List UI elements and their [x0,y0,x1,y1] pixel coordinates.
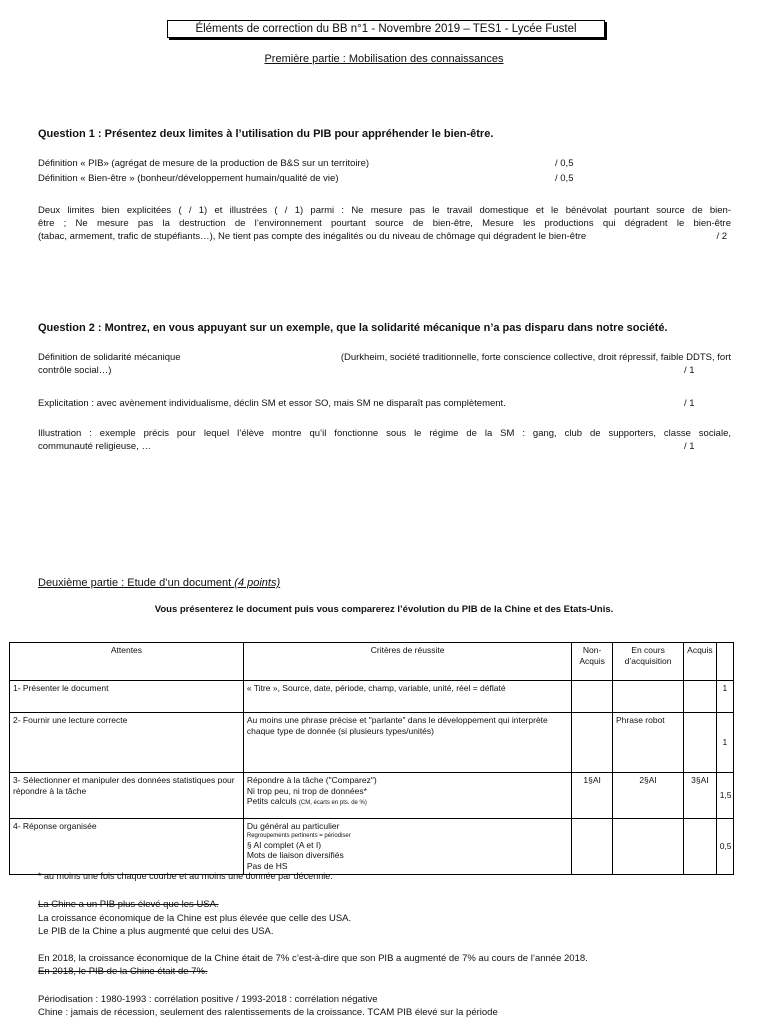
row4-non-acquis [572,819,613,875]
part1-title: Première partie : Mobilisation des connaissances [264,53,504,65]
q2-illus-line2: communauté religieuse, … [38,441,151,453]
row2-critere: Au moins une phrase précise et "parlante" dans le développement qui interprète chaque type de donnée (si plusieurs types/unités) [243,713,571,773]
q1-limits-score: / 2 [716,231,727,243]
part2-title [38,577,280,589]
row1-non-acquis [572,681,613,713]
row4-critere-5: Pas de HS [246,860,288,871]
row4-critere-3: § AI complet (A et I) [246,839,322,850]
row3-critere-3-small: (CM, écarts en pts. de %) [298,800,367,806]
q2-explicitation-score: / 1 [684,398,695,409]
header-attentes: Attentes [10,643,244,681]
q1-limits-line2: être ; Ne mesure pas la destruction de l’environnement pourtant source de bien-être, Mesure les productions qui dégradent le bien-être [38,218,731,230]
row3-critere [243,773,571,819]
table-row [10,681,734,713]
row2-acquis [684,713,717,773]
q1-def1-score: / 0,5 [555,158,574,169]
row1-critere: « Titre », Source, date, période, champ, variable, unité, réel = déflaté [243,681,571,713]
q2-def-line2: contrôle social…) [38,365,112,377]
question-1-label: Question 1 : [38,128,102,140]
example-sentences [38,898,351,939]
question-2-text: Montrez, en vous appuyant sur un exemple, que la solidarité mécanique n’a pas disparu dans notre société. [104,322,668,334]
row3-critere-2: Ni trop peu, ni trop de données* [246,785,367,796]
row4-en-cours [612,819,683,875]
q2-illustration [38,427,731,453]
row4-critere [243,819,571,875]
example-correct-3: En 2018, la croissance économique de la Chine était de 7% c’est-à-dire que son PIB a augmenté de 7% au cours de l’année 2018. [38,953,588,964]
q1-limits-line3: (tabac, armement, trafic de stupéfiants…), Ne tient pas compte des inégalités ou du niveau de chômage qui dégradent le bien-être [38,231,587,243]
table-row [10,773,734,819]
example-wrong-1: La Chine a un PIB plus élevé que les USA. [38,899,219,910]
header-points [716,643,733,681]
q1-def2-score: / 0,5 [555,173,574,184]
q1-limits-line3-wrap [38,230,731,243]
question-1-text: Présentez deux limites à l’utilisation du PIB pour appréhender le bien-être. [104,128,494,140]
row2-en-cours: Phrase robot [612,713,683,773]
row4-critere-4: Mots de liaison diversifiés [246,850,344,860]
header-acquis: Acquis [684,643,717,681]
q1-limits-line1: Deux limites bien explicitées ( / 1) et illustrées ( / 1) parmi : Ne mesure pas le travail domestique et le bénévolat pourtant source de bien- [38,205,731,216]
row1-acquis [684,681,717,713]
q2-def-line1 [38,351,731,364]
q2-illus-score: / 1 [684,441,695,453]
header-title: Éléments de correction du BB n°1 - Novembre 2019 – TES1 - Lycée Fustel [195,23,577,35]
row1-en-cours [612,681,683,713]
row2-non-acquis [572,713,613,773]
row3-en-cours: 2§AI [612,773,683,819]
row3-critere-3-main: Petits calculs [246,796,297,806]
question-1-heading [38,128,493,140]
row2-attente: 2- Fournir une lecture correcte [10,713,244,773]
row4-critere-2: Regroupements pertinents = périodiser [246,832,351,839]
example-2018 [38,952,588,978]
grid-header-row [10,643,734,681]
question-2-heading [38,322,668,334]
question-2-label: Question 2 : [38,322,102,334]
q2-def-score: / 1 [684,365,695,377]
row4-critere-1: Du général au particulier [246,821,340,831]
q2-definition [38,351,731,377]
periodisation-block [38,993,498,1019]
q2-explicitation: Explicitation : avec avènement individualisme, déclin SM et essor SO, mais SM ne disparaît pas complètement. [38,398,506,409]
row3-critere-3 [247,796,568,807]
header-non-acquis: Non-Acquis [572,643,613,681]
document-header [167,20,605,38]
q2-illus-line1: Illustration : exemple précis pour lequel l’élève montre qu’il fonctionne sous le régime de la SM : gang, club de supporters, classe sociale, [38,428,731,439]
row3-acquis: 3§AI [684,773,717,819]
header-en-cours: En cours d’acquisition [612,643,683,681]
q1-def2: Définition « Bien-être » (bonheur/développement humain/qualité de vie) [38,173,339,184]
header-criteres: Critères de réussite [243,643,571,681]
row1-attente: 1- Présenter le document [10,681,244,713]
row4-score: 0,5 [716,819,733,875]
q2-def-line1-a: Définition de solidarité mécanique [38,352,181,363]
part2-title-main: Deuxième partie : Etude d’un document [38,577,235,589]
example-correct-2: Le PIB de la Chine a plus augmenté que celui des USA. [38,926,274,937]
row2-score: 1 [716,713,733,773]
china-line: Chine : jamais de récession, seulement des ralentissements de la croissance. TCAM PIB élevé sur la période [38,1007,498,1018]
periodisation-line: Périodisation : 1980-1993 : corrélation positive / 1993-2018 : corrélation négative [38,994,378,1005]
row4-acquis [684,819,717,875]
row3-attente: 3- Sélectionner et manipuler des données statistiques pour répondre à la tâche [10,773,244,819]
q1-def1: Définition « PIB» (agrégat de mesure de la production de B&S sur un territoire) [38,158,370,169]
part2-instruction: Vous présenterez le document puis vous comparerez l’évolution du PIB de la Chine et des Etats-Unis. [154,604,614,615]
evaluation-grid [9,642,734,875]
table-footnote: * au moins une fois chaque courbe et au moins une donnée par décennie. [38,871,333,881]
row3-non-acquis: 1§AI [572,773,613,819]
part2-title-points: (4 points) [234,577,281,589]
row3-score: 1,5 [716,773,733,819]
q2-illus-line2-wrap [38,440,731,453]
row4-attente: 4- Réponse organisée [10,819,244,875]
example-correct-1: La croissance économique de la Chine est plus élevée que celle des USA. [38,912,352,924]
q2-def-line1-b: (Durkheim, société traditionnelle, forte conscience collective, droit répressif, faible DDTS, fort [340,352,731,363]
q2-def-line2-wrap [38,364,731,377]
table-row [10,819,734,875]
example-wrong-2: En 2018, le PIB de la Chine était de 7%. [38,966,208,977]
table-row [10,713,734,773]
q1-limits [38,204,731,244]
row1-score: 1 [716,681,733,713]
row3-critere-1: Répondre à la tâche ("Comparez") [246,775,377,785]
